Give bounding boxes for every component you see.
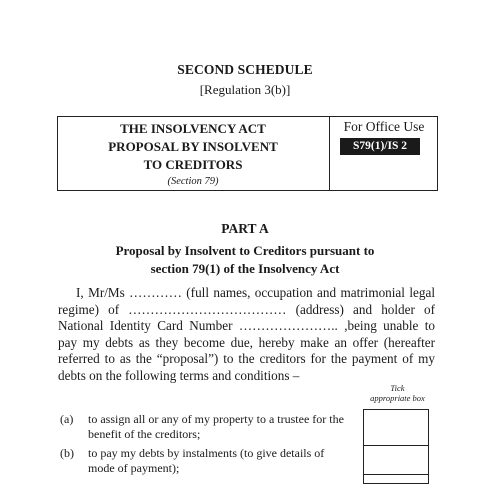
- declaration-paragraph: I, Mr/Ms ………… (full names, occupation and matrimonial legal regime) of ……………………………… (address) and holder of National Identity Card Number ………………….. ,being unable to pay my debts as they become due, hereby make an offer (hereafter referred to as the “proposal”) to the creditors for the payment of my debts on the following terms and conditions –: [58, 285, 435, 383]
- proposal-heading-line-2: section 79(1) of the Insolvency Act: [150, 261, 340, 276]
- proposal-heading: [100, 242, 390, 278]
- act-title-line-2: PROPOSAL BY INSOLVENT: [108, 139, 278, 154]
- option-b-label: (b): [60, 446, 74, 460]
- tick-column-label: [355, 383, 440, 403]
- act-section-reference: (Section 79): [167, 176, 219, 187]
- tick-box-a[interactable]: [363, 409, 429, 446]
- option-a-text: to assign all or any of my property to a trustee for the benefit of the creditors;: [88, 412, 344, 441]
- tick-label-line-1: Tick: [390, 383, 405, 393]
- office-use-label: For Office Use: [343, 119, 425, 134]
- regulation-reference: [Regulation 3(b)]: [199, 82, 291, 97]
- part-title: PART A: [221, 221, 269, 236]
- form-code-badge: S79(1)/IS 2: [340, 138, 420, 155]
- proposal-heading-line-1: Proposal by Insolvent to Creditors pursuant to: [115, 243, 375, 258]
- tick-box-c[interactable]: [363, 474, 429, 484]
- option-b-text: to pay my debts by instalments (to give details of mode of payment);: [88, 446, 325, 475]
- tick-box-b[interactable]: [363, 445, 429, 475]
- act-title-line-1: THE INSOLVENCY ACT: [120, 121, 266, 136]
- option-a-label: (a): [60, 412, 74, 426]
- tick-label-line-2: appropriate box: [370, 393, 425, 403]
- schedule-title: SECOND SCHEDULE: [177, 62, 313, 77]
- act-title-line-3: TO CREDITORS: [143, 157, 243, 172]
- act-title: [57, 120, 329, 174]
